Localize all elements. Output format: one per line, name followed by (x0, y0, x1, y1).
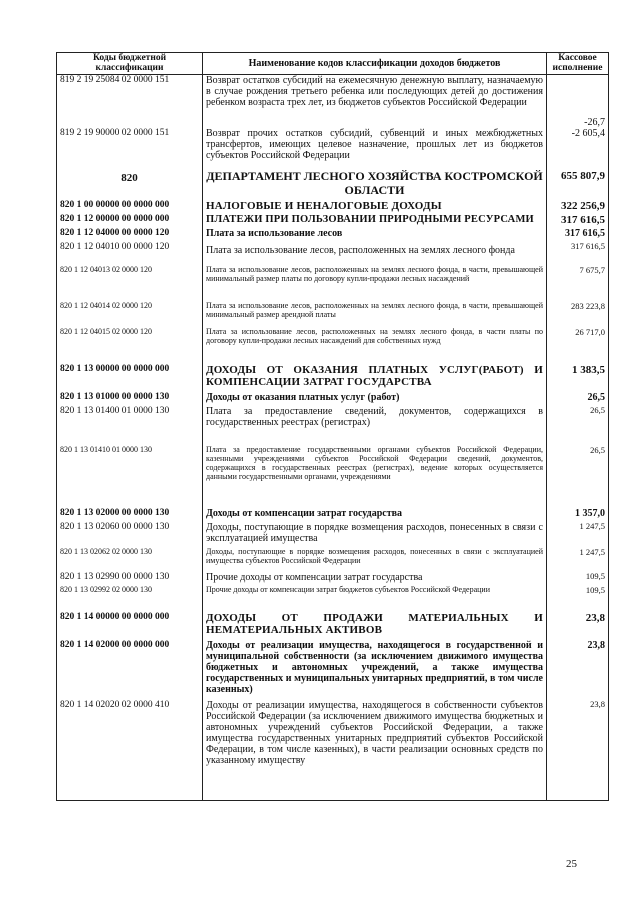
row-name: Доходы от компенсации затрат государства (203, 508, 547, 522)
row-name: Возврат прочих остатков субсидий, субвенций и иных межбюджетных трансфертов, имеющих целевое назначение, прошлых лет из бюджетов субъектов Российской Федерации (203, 128, 547, 170)
row-name: Плата за использование лесов (203, 228, 547, 242)
table-row (57, 548, 609, 572)
row-name: Доходы от реализации имущества, находящегося в собственности субъектов Российской Федерации (за исключением движимого имущества бюджетных и автономных учреждений субъектов Российской Федерации, а также имущества государственных унитарных предприятий субъектов Российской Федерации, в том числе казенных), в части реализации основных средств по указанному имуществу (203, 700, 547, 800)
row-code: 820 1 13 02992 02 0000 130 (57, 586, 203, 612)
row-code: 820 1 14 02020 02 0000 410 (57, 700, 203, 800)
row-code: 819 2 19 90000 02 0000 151 (57, 128, 203, 170)
table-row (57, 200, 609, 214)
row-name: Доходы от реализации имущества, находящегося в государственной и муниципальной собственности (за исключением движимого имущества бюджетных и автономных учреждений, а также имущества государственных и муниципальных унитарных предприятий, в том числе казенных) (203, 640, 547, 700)
row-amount: 7 675,7 (547, 266, 609, 302)
row-name: ДЕПАРТАМЕНТ ЛЕСНОГО ХОЗЯЙСТВА КОСТРОМСКОЙ ОБЛАСТИ (203, 170, 547, 200)
row-code: 820 1 14 00000 00 0000 000 (57, 612, 203, 640)
row-name: Плата за предоставление сведений, документов, содержащихся в государственных реестрах (регистрах) (203, 406, 547, 446)
table-row-department (57, 170, 609, 200)
table-row (57, 640, 609, 700)
table-row (57, 128, 609, 170)
row-name: Плата за использование лесов, расположенных на землях лесного фонда, в части, превышающей минимальный размер арендной платы (203, 302, 547, 328)
row-amount: 655 807,9 (547, 170, 609, 200)
table-header-row (57, 53, 609, 75)
row-amount: 23,8 (547, 700, 609, 800)
table-row (57, 586, 609, 612)
row-name: Возврат остатков субсидий на ежемесячную денежную выплату, назначаемую в случае рождения третьего ребенка или последующих детей до достижения ребенком возраста трех лет, из бюджетов субъектов Российской Федерации (203, 74, 547, 128)
table-row (57, 446, 609, 508)
row-code: 820 1 13 02000 00 0000 130 (57, 508, 203, 522)
row-amount: 317 616,5 (547, 228, 609, 242)
row-name: НАЛОГОВЫЕ И НЕНАЛОГОВЫЕ ДОХОДЫ (203, 200, 547, 214)
table-row (57, 392, 609, 406)
header-amount: Кассовое исполнение (547, 53, 609, 75)
row-name: Плата за предоставление государственными органами субъектов Российской Федерации, казенными учреждениями субъектов Российской Федерации сведений, документов, содержащихся в государственных реестрах (регистрах), ведение которых осуществляется данными государственными органами, учреждениями (203, 446, 547, 508)
table-row (57, 406, 609, 446)
row-code: 820 1 13 02060 00 0000 130 (57, 522, 203, 548)
row-amount: 317 616,5 (547, 242, 609, 266)
row-code: 820 1 12 04014 02 0000 120 (57, 302, 203, 328)
row-name: Прочие доходы от компенсации затрат государства (203, 572, 547, 586)
revenue-table (56, 52, 609, 801)
table-row (57, 508, 609, 522)
row-amount: 26,5 (547, 446, 609, 508)
row-name: ПЛАТЕЖИ ПРИ ПОЛЬЗОВАНИИ ПРИРОДНЫМИ РЕСУРСАМИ (203, 214, 547, 228)
row-amount: 109,5 (547, 586, 609, 612)
row-name: Прочие доходы от компенсации затрат бюджетов субъектов Российской Федерации (203, 586, 547, 612)
row-amount: 26,5 (547, 406, 609, 446)
row-code: 820 1 12 04010 00 0000 120 (57, 242, 203, 266)
row-amount: 109,5 (547, 572, 609, 586)
row-amount: 1 247,5 (547, 522, 609, 548)
table-row (57, 74, 609, 128)
table-row (57, 302, 609, 328)
row-code: 819 2 19 25084 02 0000 151 (57, 74, 203, 128)
row-code: 820 1 14 02000 00 0000 000 (57, 640, 203, 700)
row-code: 820 1 13 00000 00 0000 000 (57, 364, 203, 392)
row-code: 820 1 13 01410 01 0000 130 (57, 446, 203, 508)
table-row (57, 700, 609, 800)
page-number: 25 (566, 858, 577, 870)
header-name: Наименование кодов классификации доходов бюджетов (203, 53, 547, 75)
row-code: 820 1 13 02062 02 0000 130 (57, 548, 203, 572)
row-amount: 1 383,5 (547, 364, 609, 392)
row-amount: 26,5 (547, 392, 609, 406)
row-amount: 322 256,9 (547, 200, 609, 214)
row-name: Плата за использование лесов, расположенных на землях лесного фонда, в части платы по договору купли-продажи лесных насаждений для собственных нужд (203, 328, 547, 364)
row-code: 820 1 12 04015 02 0000 120 (57, 328, 203, 364)
row-name: Плата за использование лесов, расположенных на землях лесного фонда, в части, превышающей минимальный размер платы по договору купли-продажи лесных насаждений (203, 266, 547, 302)
row-code: 820 1 12 04000 00 0000 120 (57, 228, 203, 242)
row-name: Доходы, поступающие в порядке возмещения расходов, понесенных в связи с эксплуатацией имущества субъектов Российской Федерации (203, 548, 547, 572)
table-row (57, 364, 609, 392)
row-name: ДОХОДЫ ОТ ПРОДАЖИ МАТЕРИАЛЬНЫХ И НЕМАТЕРИАЛЬНЫХ АКТИВОВ (203, 612, 547, 640)
row-amount: 317 616,5 (547, 214, 609, 228)
row-amount: 283 223,8 (547, 302, 609, 328)
header-code: Коды бюджетной классификации (57, 53, 203, 75)
table-row (57, 266, 609, 302)
row-code: 820 1 13 02990 00 0000 130 (57, 572, 203, 586)
row-amount: 1 357,0 (547, 508, 609, 522)
table-row (57, 612, 609, 640)
row-name: Доходы, поступающие в порядке возмещения расходов, понесенных в связи с эксплуатацией имущества (203, 522, 547, 548)
row-amount: 26 717,0 (547, 328, 609, 364)
row-amount: -26,7 (547, 74, 609, 128)
row-code: 820 1 13 01000 00 0000 130 (57, 392, 203, 406)
row-name: ДОХОДЫ ОТ ОКАЗАНИЯ ПЛАТНЫХ УСЛУГ(РАБОТ) И КОМПЕНСАЦИИ ЗАТРАТ ГОСУДАРСТВА (203, 364, 547, 392)
row-code: 820 1 12 04013 02 0000 120 (57, 266, 203, 302)
row-code: 820 1 13 01400 01 0000 130 (57, 406, 203, 446)
row-code: 820 1 00 00000 00 0000 000 (57, 200, 203, 214)
row-code: 820 (57, 170, 203, 200)
row-amount: 23,8 (547, 640, 609, 700)
table-row (57, 242, 609, 266)
table-row (57, 228, 609, 242)
table-row (57, 214, 609, 228)
row-amount: 23,8 (547, 612, 609, 640)
table-row (57, 522, 609, 548)
row-name: Доходы от оказания платных услуг (работ) (203, 392, 547, 406)
row-code: 820 1 12 00000 00 0000 000 (57, 214, 203, 228)
table-row (57, 572, 609, 586)
table-row (57, 328, 609, 364)
row-amount: -2 605,4 (547, 128, 609, 170)
row-amount: 1 247,5 (547, 548, 609, 572)
row-name: Плата за использование лесов, расположенных на землях лесного фонда (203, 242, 547, 266)
